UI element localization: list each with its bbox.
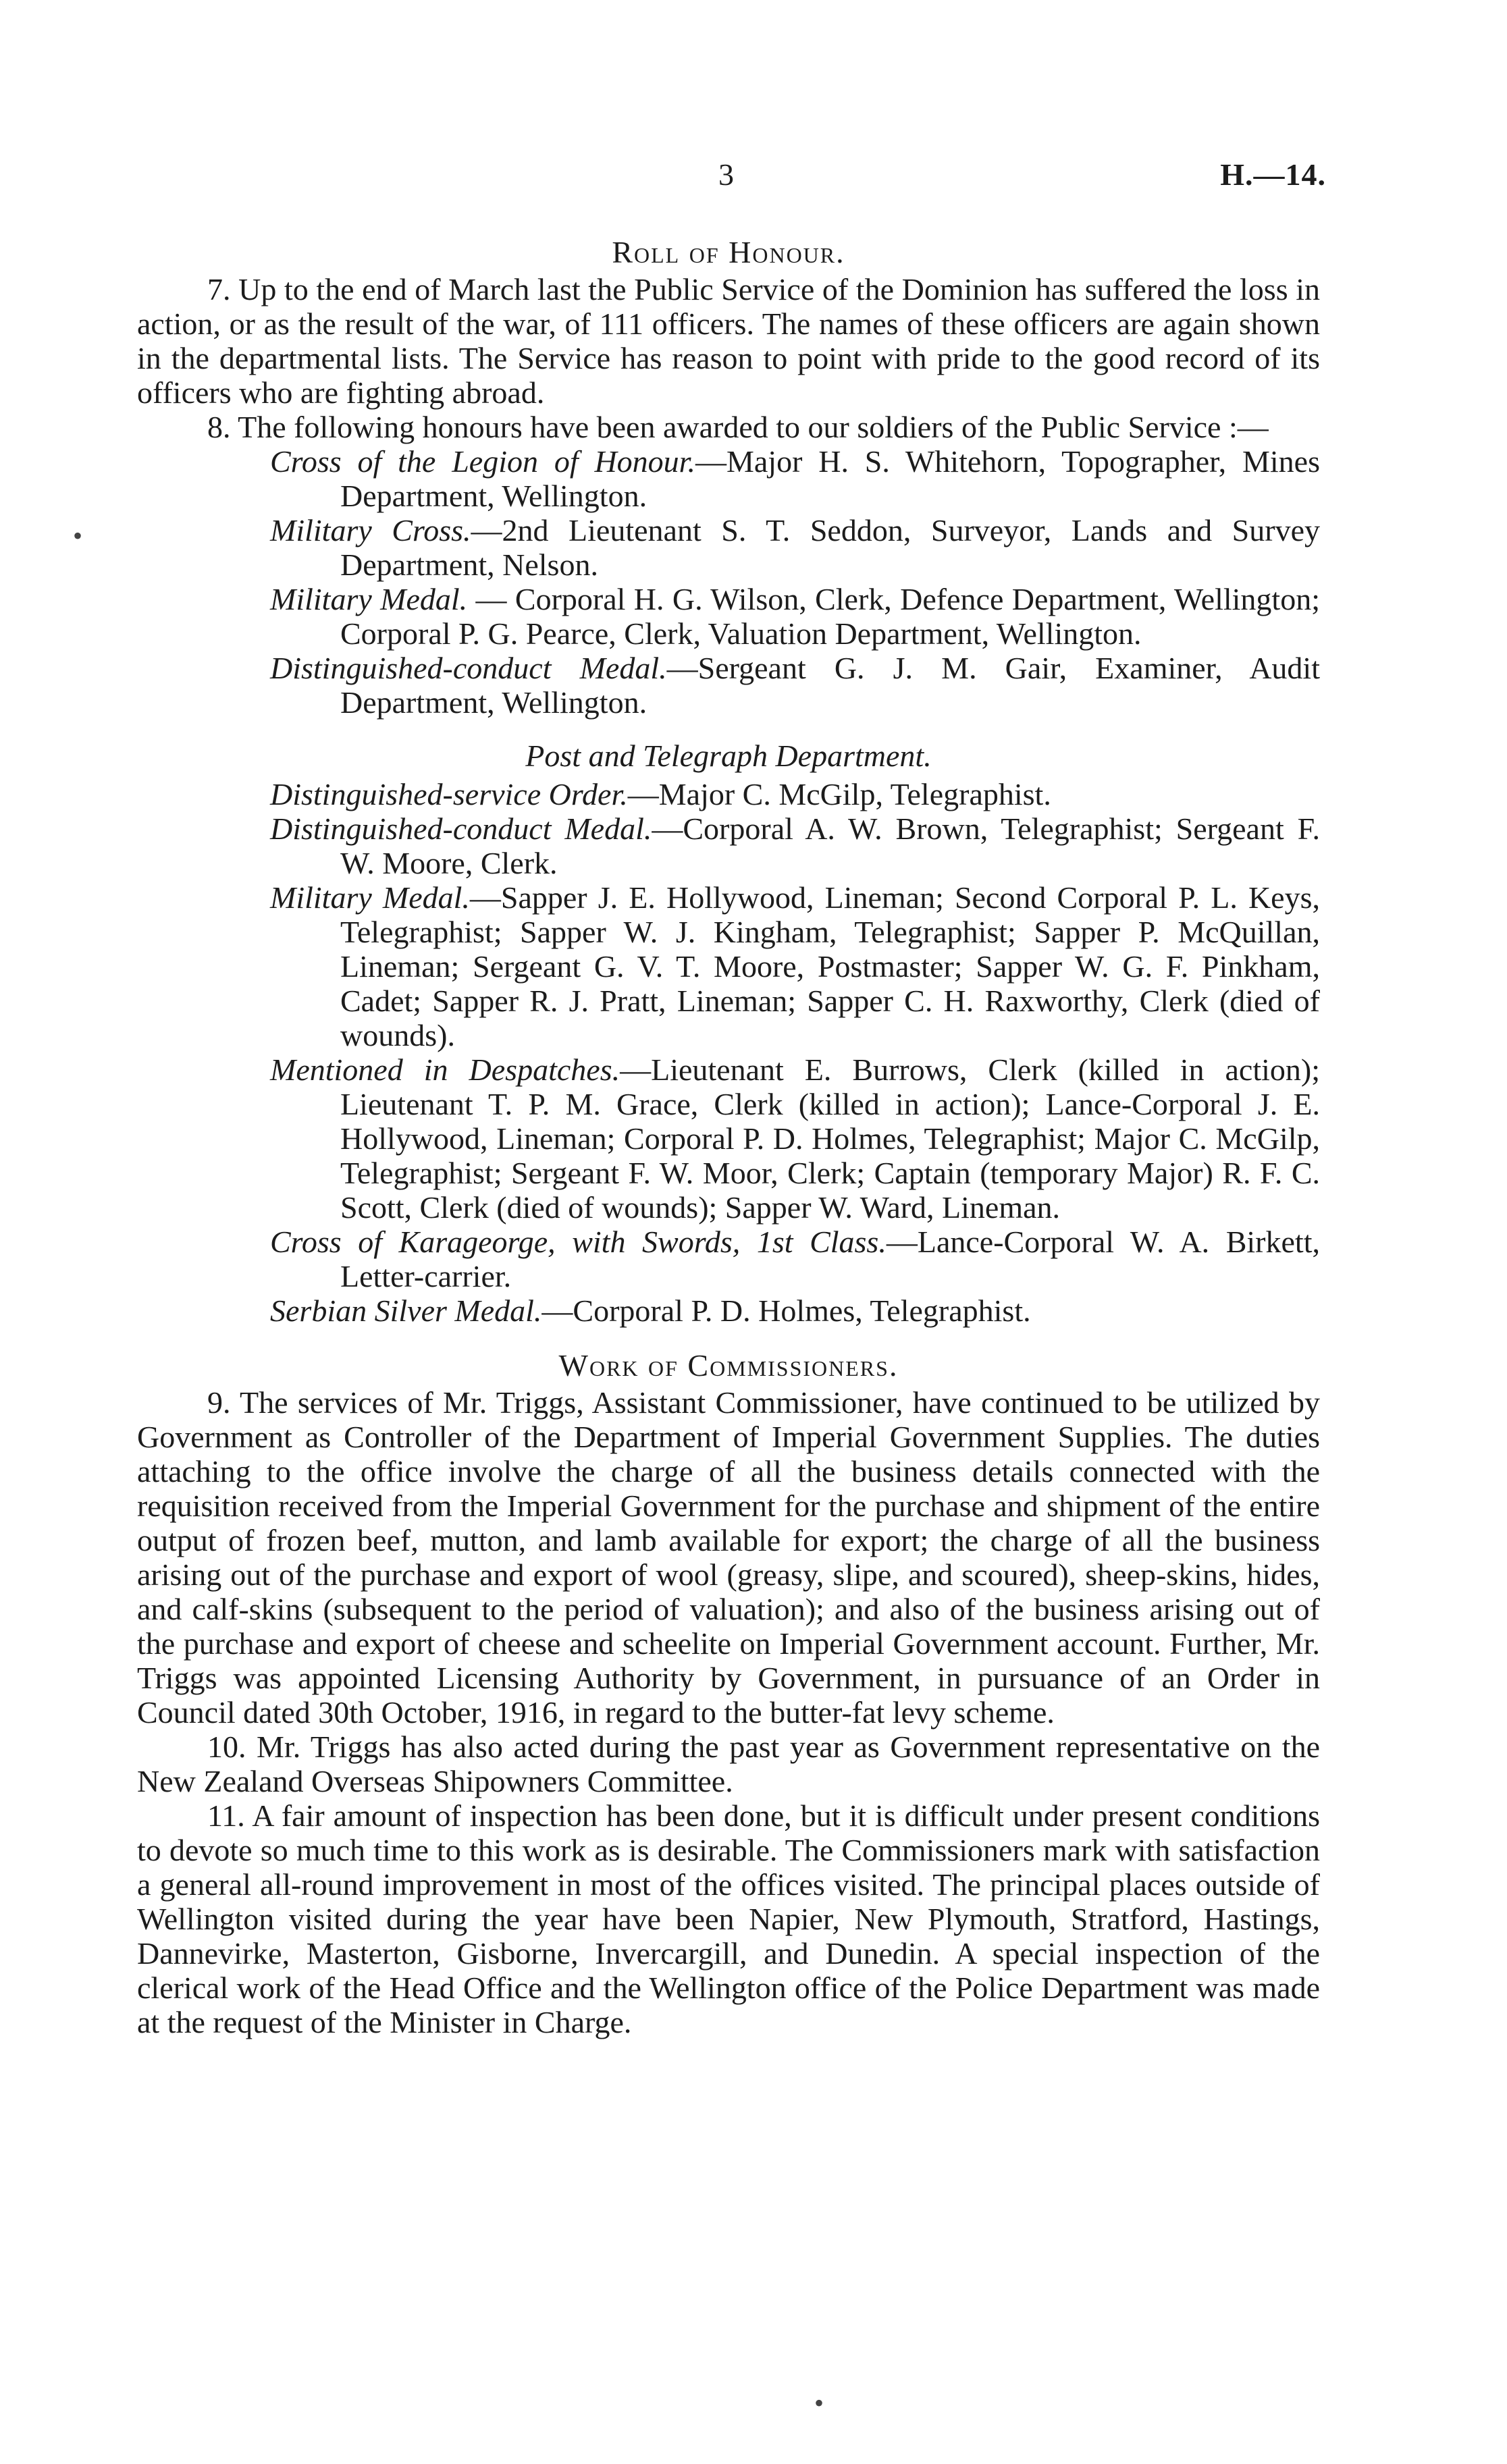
award-title: Military Cross. (270, 513, 471, 547)
award-text: —Corporal P. D. Holmes, Telegraphist. (541, 1293, 1031, 1328)
award-title: Military Medal. (270, 880, 470, 915)
main-text-column (137, 235, 1320, 2039)
award-entry (137, 880, 1320, 1052)
section-heading-roll-of-honour: Roll of Honour. (612, 235, 845, 269)
spacer (137, 1328, 1320, 1348)
paragraph-9: 9. The services of Mr. Triggs, Assistant Commissioner, have continued to be utilized by Government as Controller of the Department of Imperial Government Supplies. The duties attaching to the office involve the charge of all the business details connected with the requisition received from the Imperial Government for the purchase and shipment of the entire output of frozen beef, mutton, and lamb available for export; the charge of all the business arising out of the purchase and export of wool (greasy, slipe, and scoured), sheep-skins, hides, and calf-skins (subsequent to the period of valuation); and also of the business arising out of the purchase and export of cheese and scheelite on Imperial Government account. Further, Mr. Triggs was appointed Licensing Authority by Government, in pursuance of an Order in Council dated 30th October, 1916, in regard to the butter-fat levy scheme. (137, 1385, 1320, 1730)
award-entry (137, 444, 1320, 513)
award-entry (137, 1225, 1320, 1293)
award-text: — Corporal H. G. Wilson, Clerk, Defence Department, Wellington; Corporal P. G. Pearce, Clerk, Valuation Department, Wellington. (340, 582, 1320, 651)
award-entry (137, 777, 1320, 811)
award-entry (137, 513, 1320, 582)
award-text: —Sapper J. E. Hollywood, Lineman; Second Corporal P. L. Keys, Telegraphist; Sapper W. J. Kingham, Telegraphist; Sapper P. McQuillan, Lineman; Sergeant G. V. T. Moore, Postmaster; Sapper W. G. F. Pinkham, Cadet; Sapper R. J. Pratt, Lineman; Sapper C. H. Raxworthy, Clerk (died of wounds). (340, 880, 1320, 1052)
subheading-post-telegraph: Post and Telegraph Department. (525, 739, 932, 773)
page-number: 3 (718, 157, 734, 192)
award-entry (137, 1293, 1320, 1328)
award-title: Cross of Karageorge, with Swords, 1st Class. (270, 1225, 887, 1259)
award-text: —Lance-Corporal W. A. Birkett, Letter-carrier. (340, 1225, 1320, 1293)
award-title: Distinguished-conduct Medal. (270, 811, 652, 846)
paragraph-7: 7. Up to the end of March last the Public Service of the Dominion has suffered the loss in action, or as the result of the war, of 111 officers. The names of these officers are again shown in the departmental lists. The Service has reason to point with pride to the good record of its officers who are fighting abroad. (137, 272, 1320, 410)
award-entry (137, 582, 1320, 651)
page-header (0, 157, 1507, 204)
award-text: —Lieutenant E. Burrows, Clerk (killed in action); Lieutenant T. P. M. Grace, Clerk (killed in action); Lance-Corporal J. E. Hollywood, Lineman; Corporal P. D. Holmes, Telegraphist; Major C. McGilp, Telegraphist; Sergeant F. W. Moor, Clerk; Captain (temporary Major) R. F. C. Scott, Clerk (died of wounds); Sapper W. Ward, Lineman. (340, 1052, 1320, 1225)
award-text: —Major C. McGilp, Telegraphist. (627, 777, 1051, 811)
paragraph-10: 10. Mr. Triggs has also acted during the past year as Government representative on the New Zealand Overseas Shipowners Committee. (137, 1730, 1320, 1798)
award-title: Mentioned in Despatches. (270, 1052, 620, 1087)
paragraph-8: 8. The following honours have been awarded to our soldiers of the Public Service :— (207, 410, 1269, 444)
award-title: Distinguished-service Order. (270, 777, 628, 811)
award-text: —Major H. S. Whitehorn, Topographer, Mines Department, Wellington. (340, 444, 1320, 513)
section-heading-work-of-commissioners: Work of Commissioners. (558, 1348, 899, 1383)
paragraph-11: 11. A fair amount of inspection has been done, but it is difficult under present conditions to devote so much time to this work as is desirable. The Commissioners mark with satisfaction a general all-round improvement in most of the offices visited. The principal places outside of Wellington visited during the year have been Napier, New Plymouth, Stratford, Hastings, Dannevirke, Masterton, Gisborne, Invercargill, and Dunedin. A special inspection of the clerical work of the Head Office and the Wellington office of the Police Department was made at the request of the Minister in Charge. (137, 1798, 1320, 2039)
award-text: —2nd Lieutenant S. T. Seddon, Surveyor, Lands and Survey Department, Nelson. (340, 513, 1321, 582)
award-title: Distinguished-conduct Medal. (270, 651, 667, 685)
award-text: —Corporal A. W. Brown, Telegraphist; Sergeant F. W. Moore, Clerk. (340, 811, 1320, 880)
margin-dot: • (73, 520, 83, 551)
award-title: Cross of the Legion of Honour. (270, 444, 695, 479)
award-entry (137, 651, 1320, 720)
award-title: Military Medal. (270, 582, 468, 616)
award-text: —Sergeant G. J. M. Gair, Examiner, Audit Department, Wellington. (340, 651, 1320, 720)
document-reference: H.—14. (1220, 157, 1326, 192)
award-entry (137, 1052, 1320, 1225)
award-entry (137, 811, 1320, 880)
award-title: Serbian Silver Medal. (270, 1293, 542, 1328)
bottom-dot: • (814, 2388, 824, 2418)
